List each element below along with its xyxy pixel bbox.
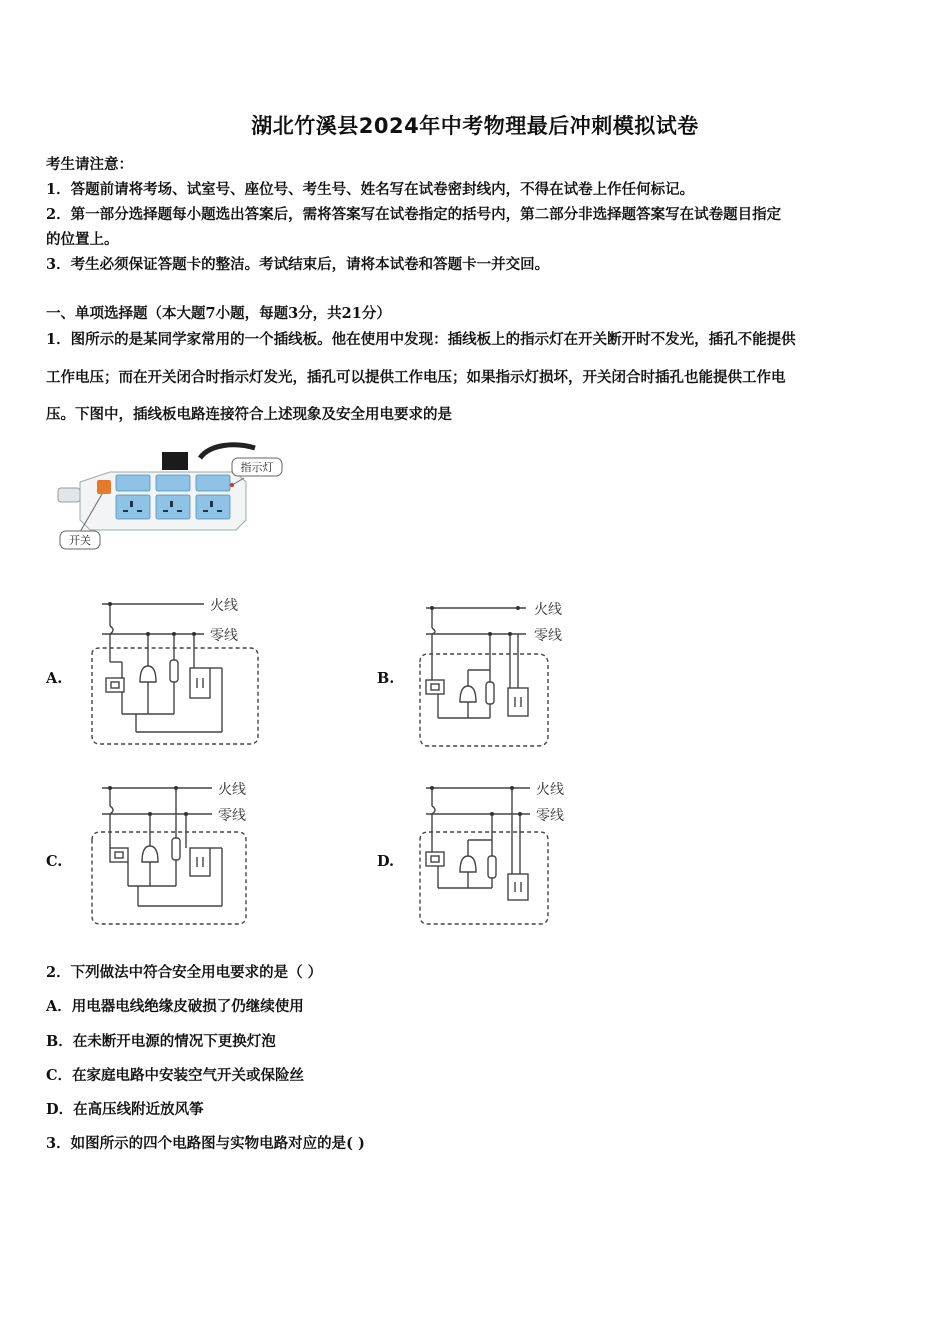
circuit-d <box>414 776 584 928</box>
power-strip-figure <box>50 438 290 554</box>
circuit-b <box>414 596 584 752</box>
option-b-label: B. <box>377 670 395 687</box>
switch-label: 开关 <box>69 534 91 547</box>
indicator-label: 指示灯 <box>240 461 274 474</box>
q1-line-1: 1．图所示的是某同学家常用的一个插线板。他在使用中发现：插线板上的指示灯在开关断开时不发光，插孔不能提供 <box>46 331 796 348</box>
option-a-label: A. <box>46 670 63 687</box>
q2-option-d: D．在高压线附近放风筝 <box>46 1101 204 1118</box>
notice-item-1: 1．答题前请将考场、试室号、座位号、考生号、姓名写在试卷密封线内，不得在试卷上作任何标记。 <box>46 181 695 198</box>
sockets <box>116 475 230 519</box>
live-wire-label: 火线 <box>536 782 564 798</box>
indicator-light <box>230 483 234 487</box>
circuit-a <box>86 596 266 748</box>
section-heading: 一、单项选择题（本大题7小题，每题3分，共21分） <box>46 305 391 322</box>
live-wire-label: 火线 <box>534 602 562 618</box>
q2-option-b: B．在未断开电源的情况下更换灯泡 <box>46 1033 276 1050</box>
cable-stub <box>58 488 80 502</box>
page-title: 湖北竹溪县2024年中考物理最后冲刺模拟试卷 <box>251 114 699 138</box>
q2-option-a: A．用电器电线绝缘皮破损了仍继续使用 <box>46 998 304 1015</box>
q2-option-c: C．在家庭电路中安装空气开关或保险丝 <box>46 1067 305 1084</box>
plug-cord <box>200 445 255 458</box>
neutral-wire-label: 零线 <box>534 628 562 644</box>
option-c-label: C. <box>46 853 63 870</box>
notice-item-3: 3．考生必须保证答题卡的整洁。考试结束后，请将本试卷和答题卡一并交回。 <box>46 256 550 273</box>
neutral-wire-label: 零线 <box>536 808 564 824</box>
live-wire-label: 火线 <box>218 782 246 798</box>
q1-line-3: 压。下图中，插线板电路连接符合上述现象及安全用电要求的是 <box>46 406 452 423</box>
switch-button <box>97 480 111 494</box>
notice-item-2-cont: 的位置上。 <box>46 231 119 248</box>
q1-line-2: 工作电压；而在开关闭合时指示灯发光，插孔可以提供工作电压；如果指示灯损坏，开关闭合时插孔也能提供工作电 <box>46 369 786 386</box>
q3-stem: 3．如图所示的四个电路图与实物电路对应的是( ) <box>46 1135 365 1152</box>
notice-item-2: 2．第一部分选择题每小题选出答案后，需将答案写在试卷指定的括号内，第二部分非选择题答案写在试卷题目指定 <box>46 206 782 223</box>
notice-heading: 考生请注意： <box>46 156 133 173</box>
neutral-wire-label: 零线 <box>210 628 238 644</box>
option-d-label: D. <box>377 853 395 870</box>
neutral-wire-label: 零线 <box>218 808 246 824</box>
q2-stem: 2．下列做法中符合安全用电要求的是（ ） <box>46 964 323 981</box>
plug <box>162 452 188 470</box>
circuit-c <box>86 776 266 928</box>
live-wire-label: 火线 <box>210 598 238 614</box>
